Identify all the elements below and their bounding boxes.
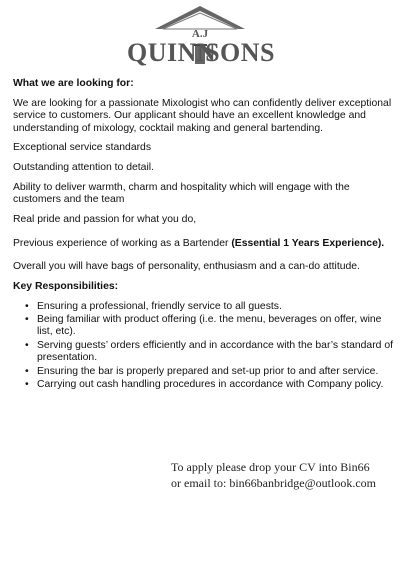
experience-required: (Essential 1 Years Experience). — [231, 238, 385, 250]
looking-for-heading: What we are looking for: — [13, 78, 134, 89]
bullet-icon: • — [25, 300, 29, 312]
responsibilities-heading: Key Responsibilities: — [13, 280, 119, 292]
service-standards-text: Exceptional service standards — [13, 142, 152, 154]
experience-prefix: Previous experience of working as a Bartender — [13, 238, 232, 250]
list-item: • Serving guests’ orders efficiently and in accordance with the bar’s standard of presentation. — [25, 339, 393, 364]
apply-line-cv: To apply please drop your CV into Bin66 — [171, 460, 370, 474]
list-item: • Carrying out cash handling procedures in accordance with Company policy. — [25, 378, 384, 390]
pride-text: Real pride and passion for what you do, — [13, 213, 197, 225]
logo-quinn: QUINN — [127, 38, 217, 67]
bullet-icon: • — [25, 313, 29, 325]
list-item: • Ensuring the bar is properly prepared and set-up prior to and after service. — [25, 365, 379, 377]
apply-instructions — [171, 459, 376, 491]
company-logo — [125, 4, 275, 70]
bullet-icon: • — [25, 365, 29, 377]
list-item: • Being familiar with product offering (i.e. the menu, beverages on offer, wine list, etc). — [25, 313, 382, 338]
list-item: • Ensuring a professional, friendly service to all guests. — [25, 300, 282, 312]
logo-sons: SONS — [205, 38, 275, 67]
apply-line-email: or email to: bin66banbridge@outlook.com — [171, 476, 377, 490]
intro-paragraph: We are looking for a passionate Mixologist who can confidently deliver exceptional service to customers. Our applicant should have an excellent knowledge and understanding of mixology, cocktail making and general bartending. — [13, 97, 392, 134]
responsibilities-list — [27, 301, 393, 392]
bullet-icon: • — [25, 339, 29, 351]
personality-text: Overall you will have bags of personality, enthusiasm and a can-do attitude. — [13, 261, 360, 273]
experience-text — [13, 233, 393, 254]
job-description — [13, 78, 393, 392]
bullet-icon: • — [25, 378, 29, 390]
attention-text: Outstanding attention to detail. — [13, 161, 154, 173]
logo-initials: A.J — [191, 28, 209, 40]
warmth-text: Ability to deliver warmth, charm and hospitality which will engage with the customers and the team — [13, 181, 350, 206]
